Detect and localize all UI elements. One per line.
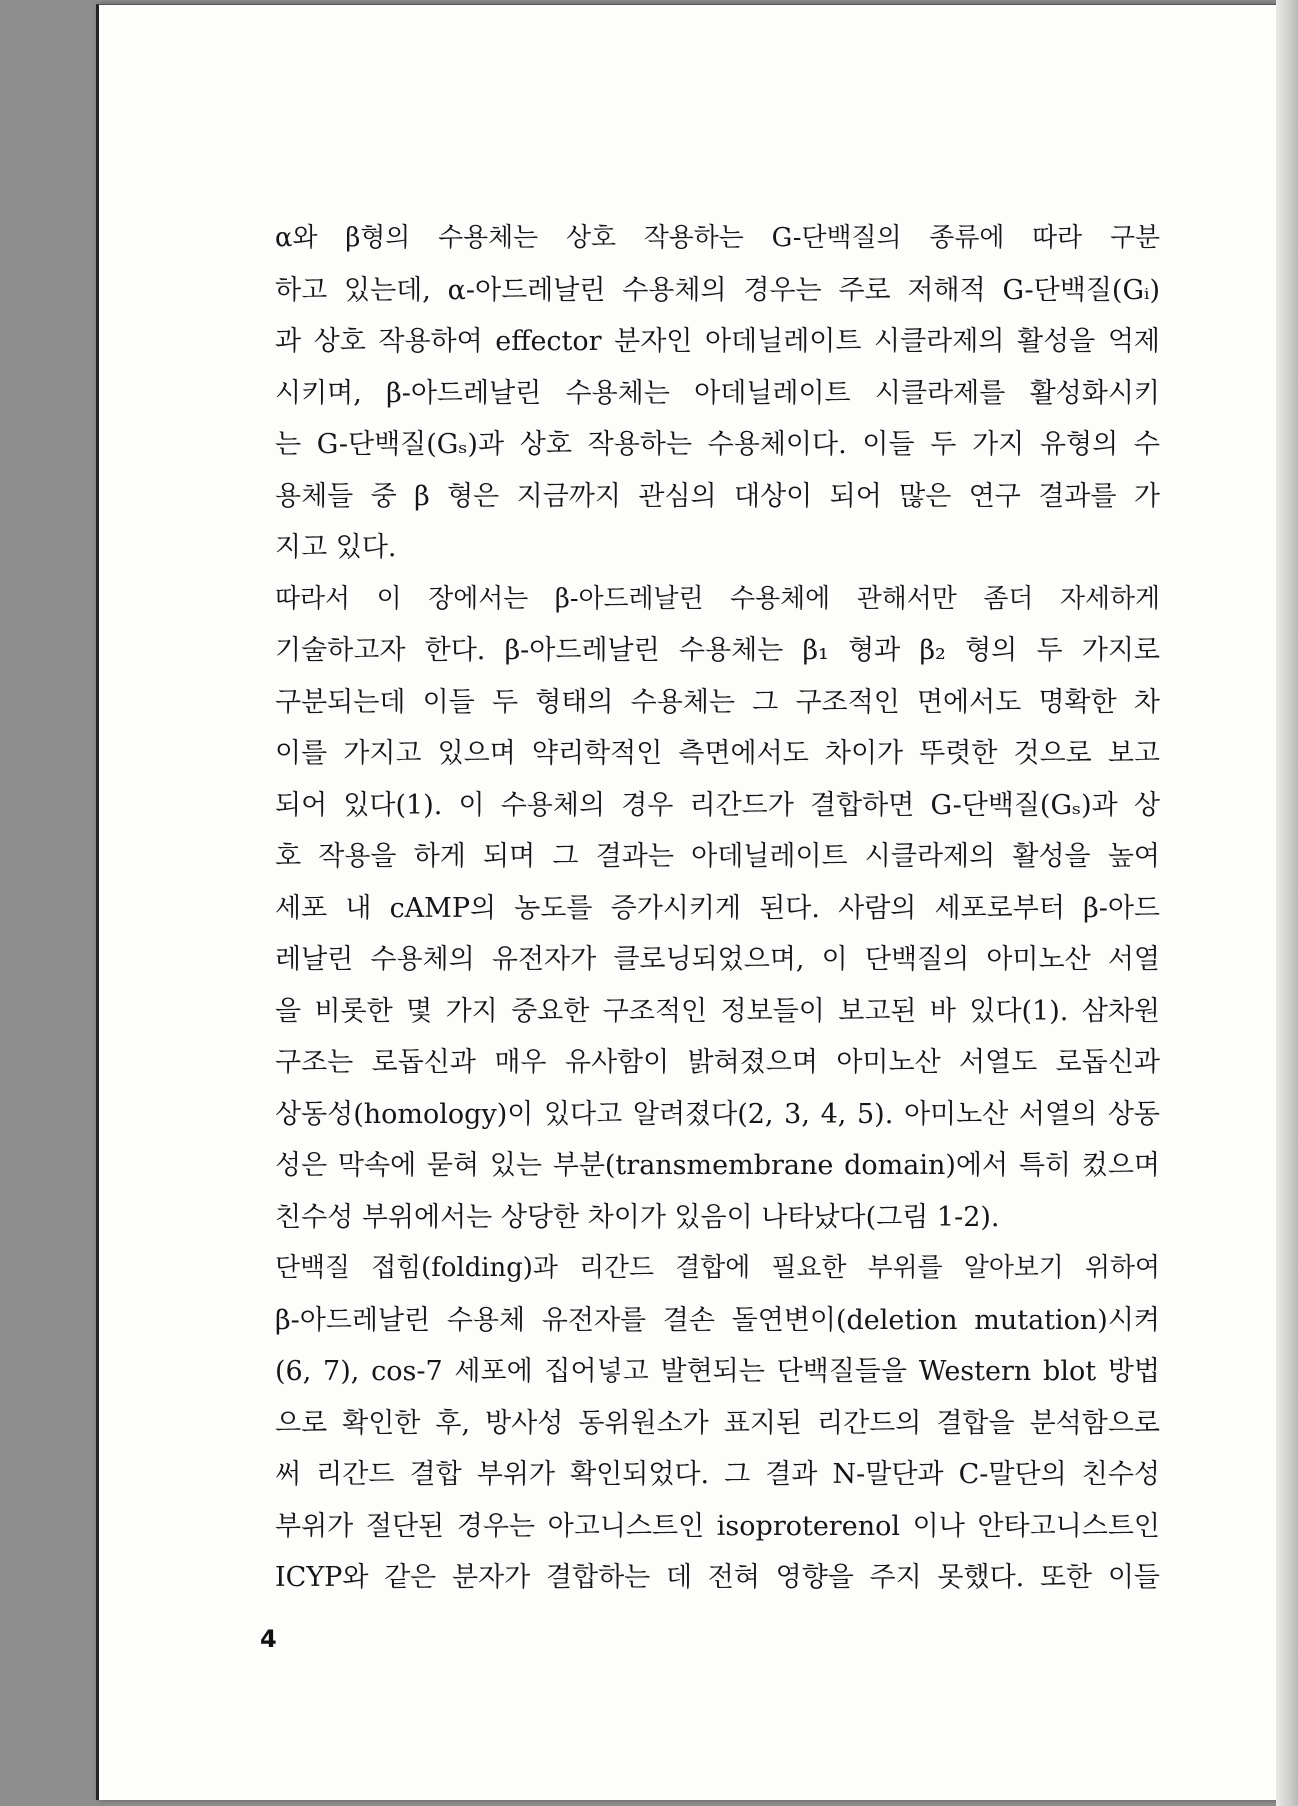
text-line: 단백질 접힘(folding)과 리간드 결합에 필요한 부위를 알아보기 위하여 [275, 1253, 1160, 1283]
page-number: 4 [260, 1625, 277, 1653]
text-line: 지고 있다. [275, 532, 397, 563]
page-edge-shadow [1276, 0, 1298, 1806]
text-line: 써 리간드 결합 부위가 확인되었다. 그 결과 N-말단과 C-말단의 친수성 [275, 1459, 1160, 1490]
text-line: 친수성 부위에서는 상당한 차이가 있음이 나타났다(그림 1-2). [275, 1201, 1000, 1233]
text-line: 레날린 수용체의 유전자가 클로닝되었으며, 이 단백질의 아미노산 서열 [275, 944, 1160, 975]
text-line: 을 비롯한 몇 가지 중요한 구조적인 정보들이 보고된 바 있다(1). 삼차원 [275, 995, 1160, 1027]
text-line: 이를 가지고 있으며 약리학적인 측면에서도 차이가 뚜렷한 것으로 보고 [275, 738, 1160, 769]
text-line: α와 β형의 수용체는 상호 작용하는 G-단백질의 종류에 따라 구분 [275, 223, 1160, 253]
text-line: 는 G-단백질(Gₛ)과 상호 작용하는 수용체이다. 이들 두 가지 유형의 수 [275, 429, 1160, 460]
book-page [96, 4, 1276, 1800]
text-line: 기술하고자 한다. β-아드레날린 수용체는 β₁ 형과 β₂ 형의 두 가지로 [275, 635, 1160, 666]
text-line: 세포 내 cAMP의 농도를 증가시키게 된다. 사람의 세포로부터 β-아드 [275, 892, 1160, 924]
text-line: 구조는 로돕신과 매우 유사함이 밝혀졌으며 아미노산 서열도 로돕신과 [275, 1047, 1160, 1078]
paragraph-1 [237, 213, 1160, 574]
body-text [237, 213, 1160, 1604]
text-line: 호 작용을 하게 되며 그 결과는 아데닐레이트 시클라제의 활성을 높여 [275, 841, 1160, 872]
text-line: β-아드레날린 수용체 유전자를 결손 돌연변이(deletion mutation)시켜 [275, 1304, 1160, 1336]
text-line: 따라서 이 장에서는 β-아드레날린 수용체에 관해서만 좀더 자세하게 [275, 583, 1160, 614]
text-line: 과 상호 작용하여 effector 분자인 아데닐레이트 시클라제의 활성을 억제 [275, 326, 1160, 357]
text-line: 으로 확인한 후, 방사성 동위원소가 표지된 리간드의 결합을 분석함으로 [275, 1407, 1160, 1439]
paragraph-3 [237, 1243, 1160, 1604]
text-line: 하고 있는데, α-아드레날린 수용체의 경우는 주로 저해적 G-단백질(Gᵢ) [275, 274, 1160, 306]
text-line: 되어 있다(1). 이 수용체의 경우 리간드가 결합하면 G-단백질(Gₛ)과 상 [275, 789, 1160, 821]
paragraph-2 [237, 574, 1160, 1244]
text-line: 상동성(homology)이 있다고 알려졌다(2, 3, 4, 5). 아미노산 서열의 상동 [275, 1098, 1160, 1130]
text-line: 구분되는데 이들 두 형태의 수용체는 그 구조적인 면에서도 명확한 차 [275, 686, 1160, 718]
text-line: 성은 막속에 묻혀 있는 부분(transmembrane domain)에서 특히 컸으며 [275, 1150, 1160, 1181]
text-line: 시키며, β-아드레날린 수용체는 아데닐레이트 시클라제를 활성화시키 [275, 377, 1160, 409]
text-line: 용체들 중 β 형은 지금까지 관심의 대상이 되어 많은 연구 결과를 가 [275, 480, 1160, 512]
text-line: 부위가 절단된 경우는 아고니스트인 isoproterenol 이나 안타고니스트인 [275, 1510, 1160, 1542]
text-line: (6, 7), cos-7 세포에 집어넣고 발현되는 단백질들을 Western blot 방법 [275, 1356, 1160, 1387]
text-line: ICYP와 같은 분자가 결합하는 데 전혀 영향을 주지 못했다. 또한 이들 [275, 1562, 1160, 1593]
